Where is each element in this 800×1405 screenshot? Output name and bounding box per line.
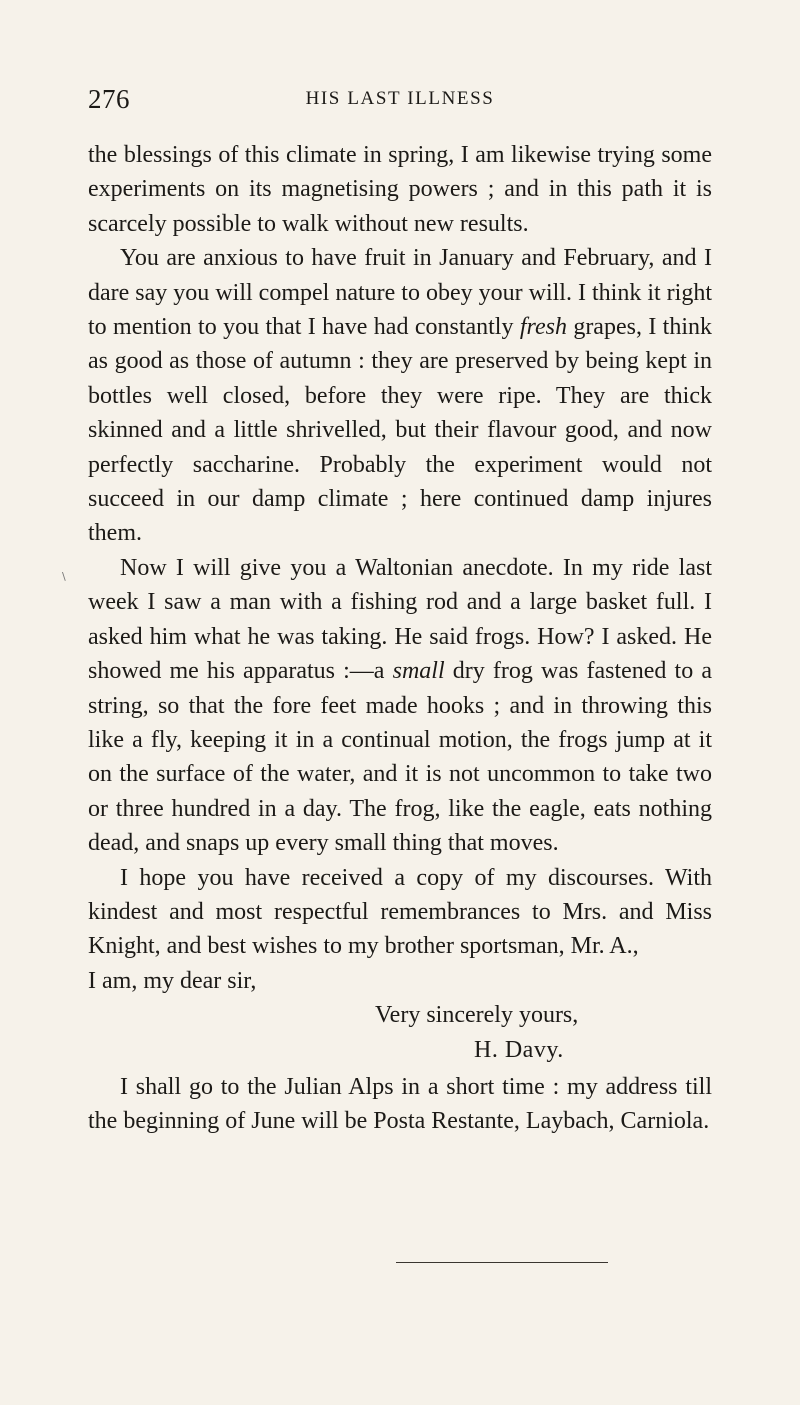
valediction: Very sincerely yours, <box>375 1002 579 1029</box>
paragraph-waltonian-anecdote <box>88 551 712 861</box>
paragraph-anecdote-text-2: dry frog was fastened to a string, so that the fore feet made hooks ; and in throwing this like a fly, keeping it in a continual motion, the frogs jump at it on the surface of the water, and it is not uncommon to take two or three hundred in a day. The frog, like the eagle, eats nothing dead, and snaps up every small thing that moves. <box>88 658 713 857</box>
emphasis-small: small <box>392 658 445 685</box>
letter-body <box>88 138 712 1067</box>
paragraph-grapes <box>88 241 712 551</box>
signature: H. Davy. <box>474 1036 564 1063</box>
emphasis-fresh: fresh <box>519 314 567 341</box>
postscript: I shall go to the Julian Alps in a short time : my address till the beginning of June will be Posta Restante, Laybach, Carniola. <box>88 1074 712 1135</box>
margin-mark: \ <box>62 570 66 583</box>
running-title: HIS LAST ILLNESS <box>305 88 495 109</box>
running-head <box>88 84 712 116</box>
end-rule <box>396 1262 608 1263</box>
page-number: 276 <box>88 84 130 114</box>
closing-line: I am, my dear sir, <box>88 967 257 994</box>
paragraph-remembrances: I hope you have received a copy of my discourses. With kindest and most respectful remembrances to Mrs. and Miss Knight, and best wishes to my brother sportsman, Mr. A., <box>88 864 712 960</box>
paragraph-grapes-text-1: You are anxious to have fruit in January and February, and I dare say you will compel nature to obey your will. I think it right to mention to you that I have had constantly <box>88 245 712 341</box>
paragraph-anecdote-text-1: Now I will give you a Waltonian anecdote. In my ride last week I saw a man with a fishing rod and a large basket full. I asked him what he was taking. He said frogs. How? I asked. He showed me his apparatus :—a <box>88 554 712 685</box>
paragraph-grapes-text-2: grapes, I think as good as those of autumn : they are preserved by being kept in bottles well closed, before they were ripe. They are thick skinned and a little shrivelled, but their flavour good, and now perfectly saccharine. Probably the experiment would not succeed in our damp climate ; here continued damp injures them. <box>88 314 713 547</box>
signoff <box>88 998 712 1067</box>
paragraph-climate-experiments: the blessings of this climate in spring, I am likewise trying some experiments on its magnetising powers ; and in this path it is scarcely possible to walk without new results. <box>88 142 712 237</box>
